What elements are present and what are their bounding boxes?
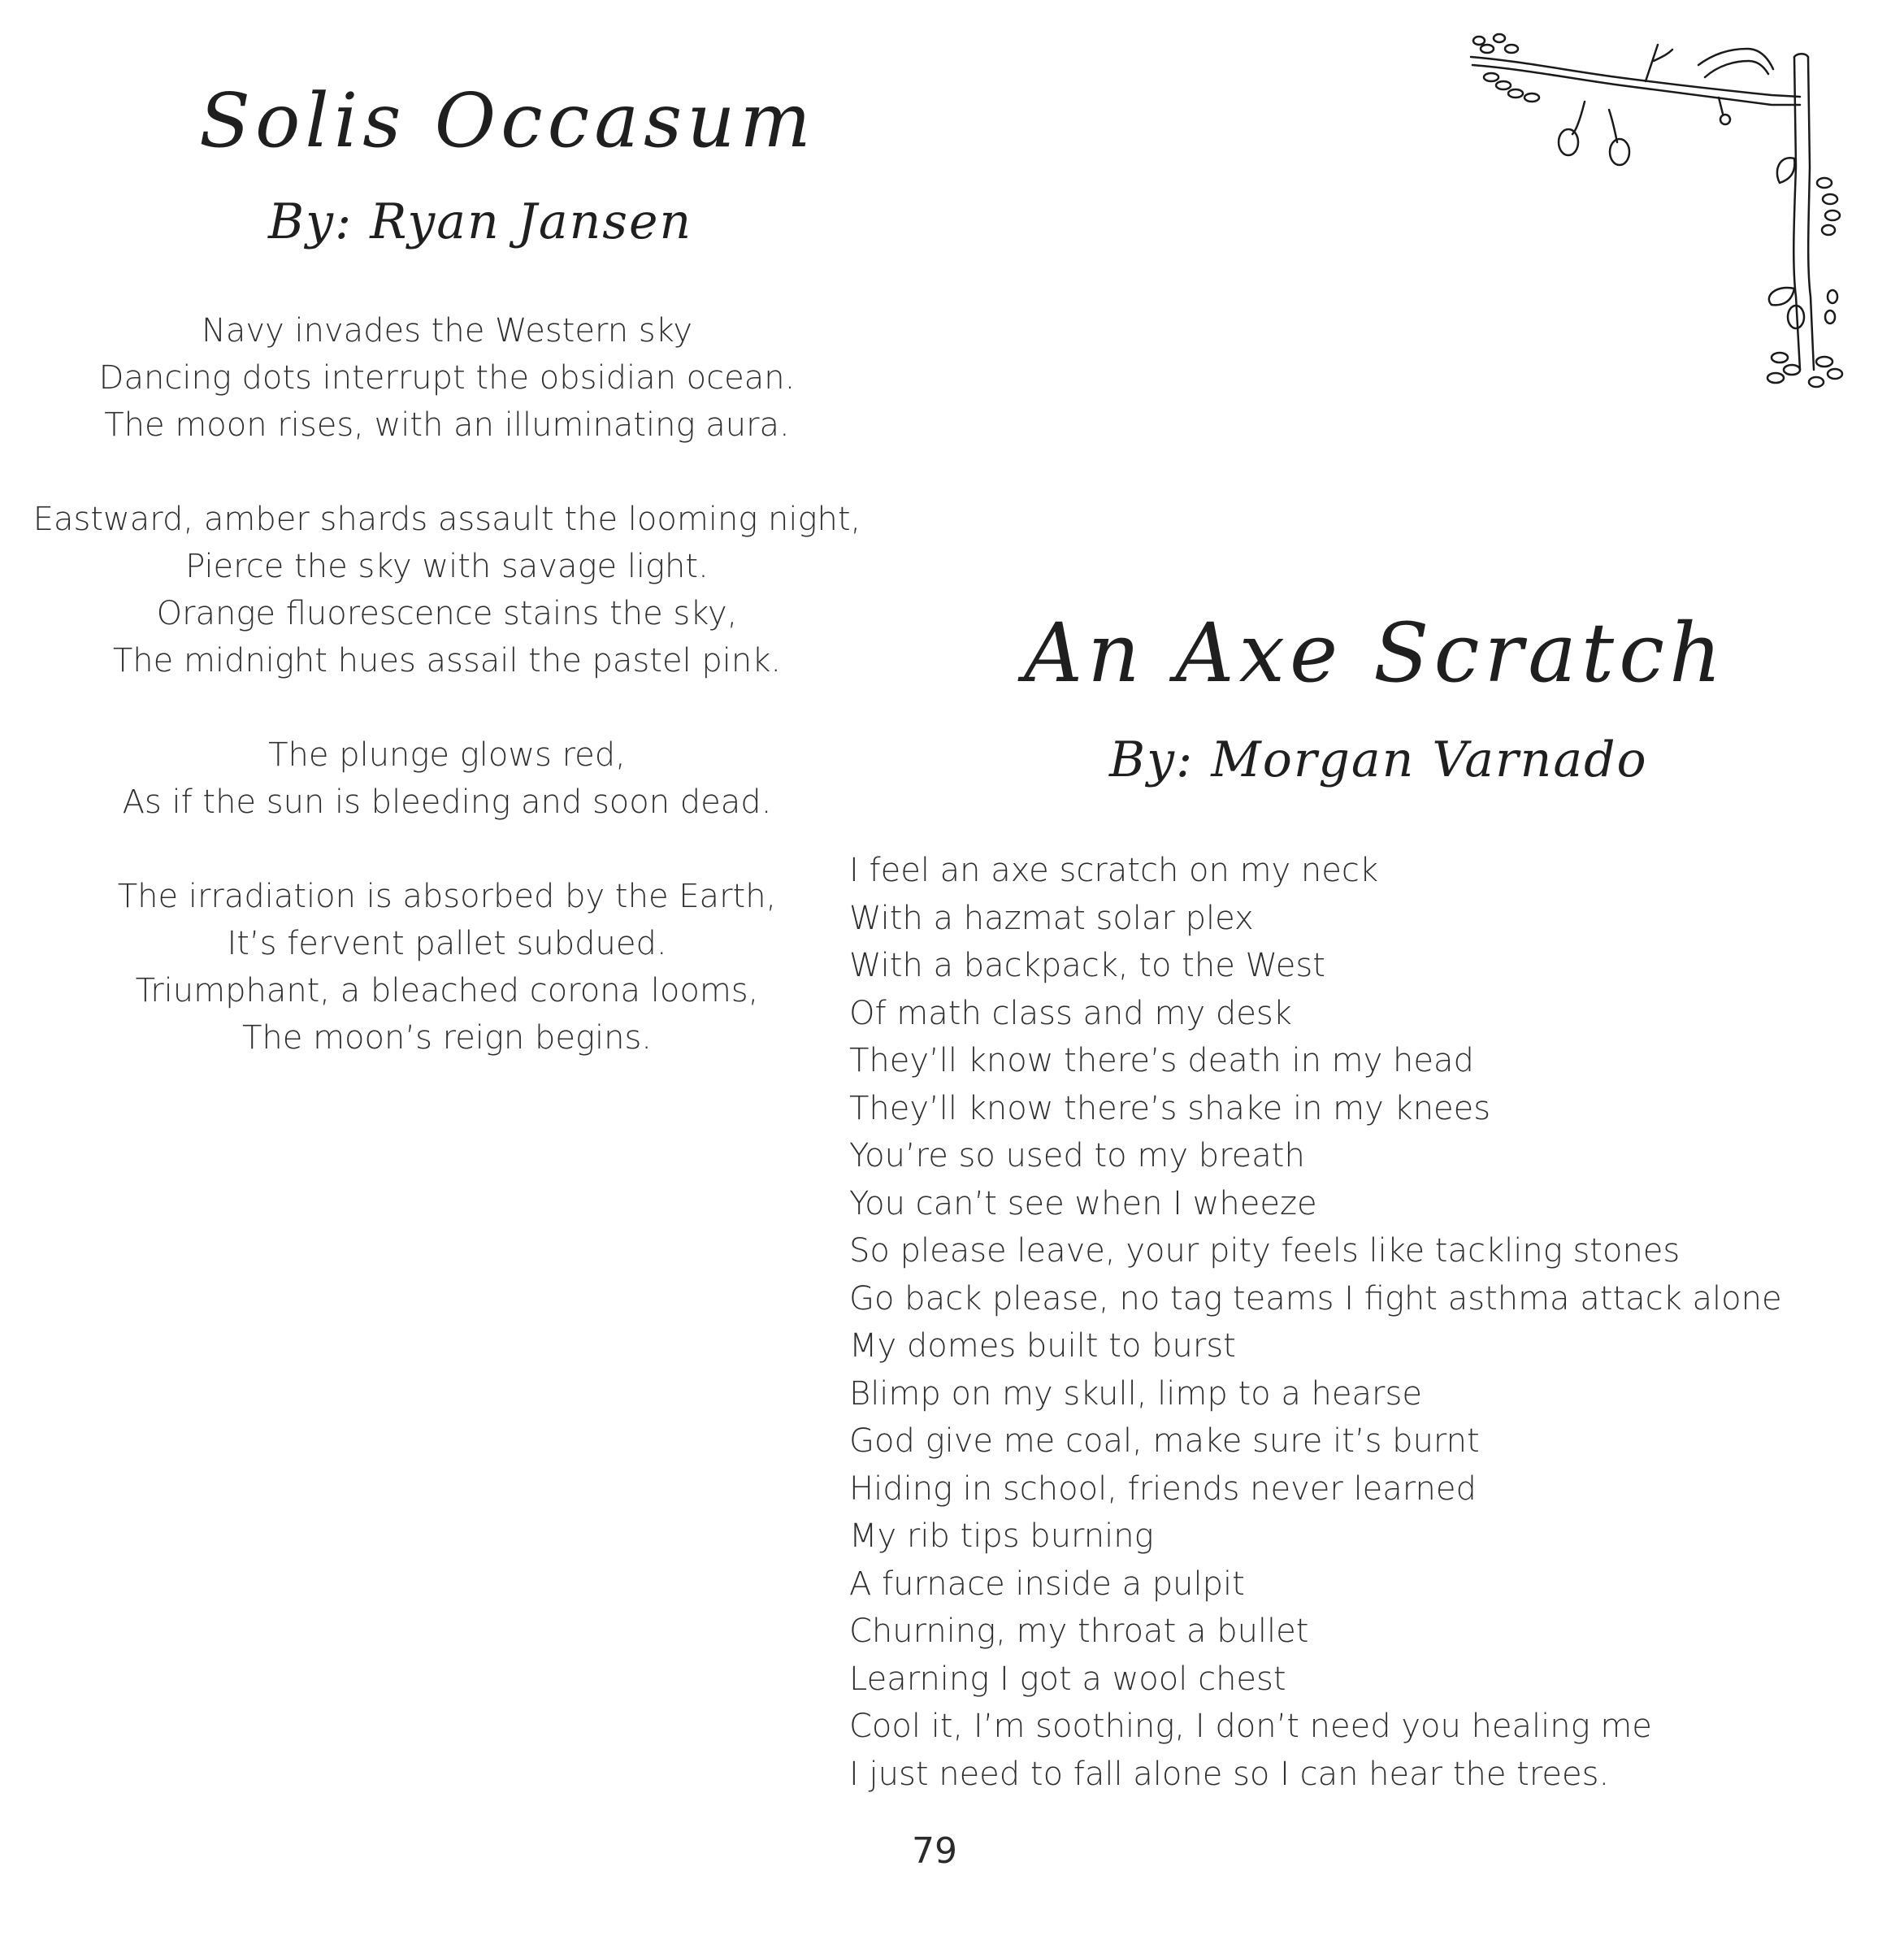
poem-line: With a hazmat solar plex <box>849 899 1254 937</box>
poem-line: Learning I got a wool chest <box>849 1660 1286 1698</box>
poem-body <box>849 847 1873 1798</box>
poem-line: Blimp on my skull, limp to a hearse <box>849 1374 1422 1413</box>
poem-line: The plunge glows red, <box>268 736 626 774</box>
poem-title: Solis Occasum <box>199 77 816 164</box>
poem-line: Navy invades the Western sky <box>201 312 693 349</box>
poem-line: Churning, my throat a bullet <box>849 1613 1309 1650</box>
poem-line: It’s fervent pallet subdued. <box>227 925 667 962</box>
stanza <box>16 496 878 684</box>
poem-line: A furnace inside a pulpit <box>849 1565 1245 1603</box>
poem-line: Of math class and my desk <box>849 994 1292 1032</box>
poem-line: Pierce the sky with savage light. <box>185 548 709 585</box>
poem-line: With a backpack, to the West <box>849 947 1325 984</box>
poem-line: So please leave, your pity feels like tackling stones <box>849 1232 1681 1270</box>
poem-line: Cool it, I’m soothing, I don’t need you healing me <box>849 1708 1652 1745</box>
poem-line: Triumphant, a bleached corona looms, <box>135 972 759 1009</box>
poem-line: I feel an axe scratch on my neck <box>849 852 1379 889</box>
poem-line: The moon rises, with an illuminating aura. <box>104 406 790 444</box>
poem-title: An Axe Scratch <box>1024 606 1727 701</box>
poem-line: My domes built to burst <box>849 1327 1236 1365</box>
poem-byline: By: Ryan Jansen <box>268 193 693 250</box>
poem-line: Go back please, no tag teams I fight asthma attack alone <box>849 1279 1782 1317</box>
poem-body <box>16 307 878 1061</box>
poem-line: My rib tips burning <box>849 1517 1154 1555</box>
stanza <box>16 307 878 449</box>
poem-line: The irradiation is absorbed by the Earth, <box>117 878 777 915</box>
poem-line: The moon’s reign begins. <box>241 1019 653 1057</box>
poem-line: Hiding in school, friends never learned <box>849 1469 1477 1508</box>
poem-line: Eastward, amber shards assault the looming night, <box>33 501 861 538</box>
poem-line: Dancing dots interrupt the obsidian ocean. <box>98 359 796 397</box>
poem-byline: By: Morgan Varnado <box>1109 731 1648 788</box>
poem-line: God give me coal, make sure it’s burnt <box>849 1422 1480 1460</box>
poem-line: You can’t see when I wheeze <box>849 1184 1317 1222</box>
poem-line: You’re so used to my breath <box>849 1137 1305 1174</box>
poem-line: I just need to fall alone so I can hear the trees. <box>849 1755 1610 1793</box>
stanza <box>16 873 878 1061</box>
poem-line: They’ll know there’s shake in my knees <box>849 1089 1491 1127</box>
page-number: 79 <box>912 1830 957 1872</box>
stanza <box>16 731 878 826</box>
poem-line: Orange fluorescence stains the sky, <box>156 595 738 632</box>
poem-line: They’ll know there’s death in my head <box>849 1042 1474 1079</box>
poem-line: The midnight hues assail the pastel pink. <box>112 642 782 679</box>
poem-line: As if the sun is bleeding and soon dead. <box>122 784 772 821</box>
branch-corner-icon <box>1455 20 1845 394</box>
